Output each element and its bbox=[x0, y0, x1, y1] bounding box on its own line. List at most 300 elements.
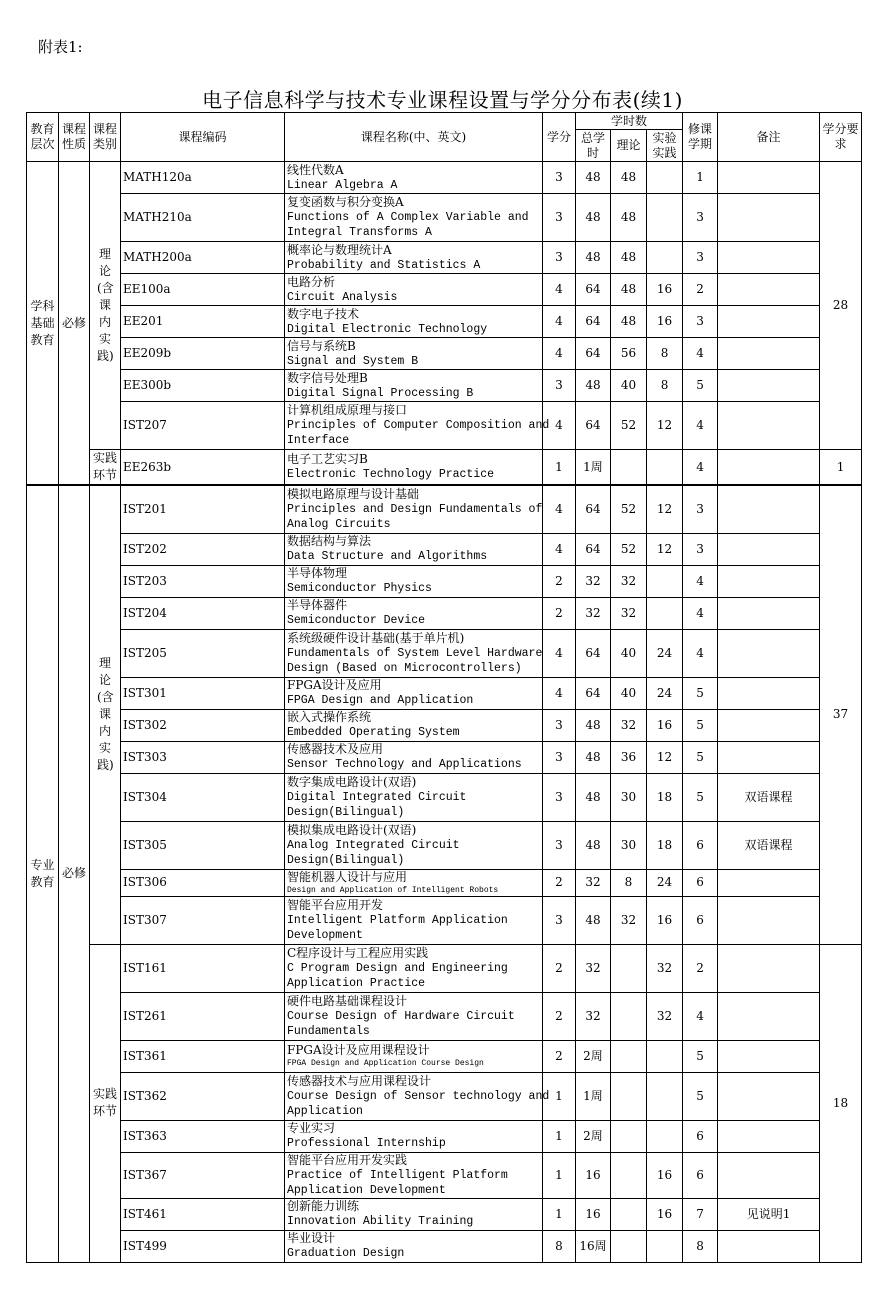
course-name-en: Linear Algebra A bbox=[287, 178, 398, 192]
course-name bbox=[285, 597, 543, 629]
header-category: 课程类别 bbox=[90, 113, 121, 162]
course-credit: 3 bbox=[543, 242, 576, 274]
course-remark bbox=[718, 565, 820, 597]
course-practice-hours bbox=[647, 597, 683, 629]
course-code: EE209b bbox=[121, 338, 285, 370]
course-theory-hours bbox=[611, 1072, 647, 1120]
course-name-en: Sensor Technology and Applications bbox=[287, 758, 522, 771]
table-row bbox=[27, 944, 862, 992]
course-practice-hours: 18 bbox=[647, 773, 683, 821]
course-name-zh: 传感器技术与应用课程设计 bbox=[287, 1073, 432, 1088]
course-name bbox=[285, 629, 543, 677]
course-code: IST205 bbox=[121, 629, 285, 677]
course-total-hours: 16 bbox=[576, 1152, 611, 1198]
group-category: 理论(含课内实践) bbox=[90, 485, 121, 944]
course-name-zh: 模拟电路原理与设计基础 bbox=[287, 486, 420, 501]
course-theory-hours: 48 bbox=[611, 162, 647, 194]
course-name-zh: 数字集成电路设计(双语) bbox=[287, 774, 417, 789]
course-name-en: Design (Based on Microcontrollers) bbox=[287, 661, 522, 675]
course-credit: 2 bbox=[543, 944, 576, 992]
course-credit: 2 bbox=[543, 869, 576, 896]
course-code: IST201 bbox=[121, 485, 285, 533]
course-total-hours: 1周 bbox=[576, 1072, 611, 1120]
course-name-en: Digital Electronic Technology bbox=[287, 322, 488, 336]
header-name: 课程名称(中、英文) bbox=[285, 113, 543, 162]
course-total-hours: 64 bbox=[576, 274, 611, 306]
course-total-hours: 32 bbox=[576, 597, 611, 629]
course-name-en: Graduation Design bbox=[287, 1247, 405, 1260]
curriculum-table bbox=[26, 112, 862, 1263]
course-credit: 3 bbox=[543, 773, 576, 821]
course-remark bbox=[718, 896, 820, 944]
course-total-hours: 64 bbox=[576, 485, 611, 533]
course-name bbox=[285, 533, 543, 565]
course-semester: 5 bbox=[683, 741, 718, 773]
course-remark bbox=[718, 741, 820, 773]
course-name bbox=[285, 370, 543, 402]
course-semester: 3 bbox=[683, 306, 718, 338]
course-name-zh: 毕业设计 bbox=[287, 1231, 336, 1245]
course-total-hours: 64 bbox=[576, 629, 611, 677]
course-code: IST303 bbox=[121, 741, 285, 773]
course-total-hours: 16周 bbox=[576, 1230, 611, 1262]
course-name bbox=[285, 741, 543, 773]
course-code: IST301 bbox=[121, 677, 285, 709]
course-code: IST363 bbox=[121, 1120, 285, 1152]
course-credit: 1 bbox=[543, 450, 576, 486]
course-theory-hours bbox=[611, 1230, 647, 1262]
course-name bbox=[285, 402, 550, 450]
course-name-en: Application Development bbox=[287, 1183, 446, 1197]
course-code: IST362 bbox=[121, 1072, 285, 1120]
course-theory-hours bbox=[611, 1120, 647, 1152]
course-name-zh: 智能平台应用开发 bbox=[287, 897, 384, 912]
course-name-en: Circuit Analysis bbox=[287, 290, 398, 304]
course-name bbox=[285, 821, 543, 869]
course-total-hours: 48 bbox=[576, 896, 611, 944]
course-remark: 双语课程 bbox=[718, 773, 820, 821]
course-name-en: Course Design of Sensor technology and bbox=[287, 1089, 550, 1103]
course-name-en: Analog Integrated Circuit bbox=[287, 838, 460, 852]
course-theory-hours: 30 bbox=[611, 773, 647, 821]
course-practice-hours: 32 bbox=[647, 944, 683, 992]
course-name-zh: C程序设计与工程应用实践 bbox=[287, 945, 429, 960]
course-remark bbox=[718, 869, 820, 896]
course-name bbox=[285, 1152, 543, 1198]
course-name-en: Application bbox=[287, 1104, 363, 1118]
header-theory: 理论 bbox=[611, 130, 647, 162]
course-remark bbox=[718, 450, 820, 486]
course-practice-hours bbox=[647, 1230, 683, 1262]
course-code: EE263b bbox=[121, 450, 285, 486]
course-credit: 4 bbox=[543, 533, 576, 565]
course-theory-hours: 52 bbox=[611, 485, 647, 533]
course-code: IST361 bbox=[121, 1040, 285, 1072]
course-semester: 4 bbox=[683, 450, 718, 486]
course-theory-hours: 52 bbox=[611, 533, 647, 565]
course-name-zh: 数字信号处理B bbox=[287, 370, 368, 385]
course-total-hours: 1周 bbox=[576, 450, 611, 486]
course-credit: 4 bbox=[543, 629, 576, 677]
table-row bbox=[27, 709, 862, 741]
course-practice-hours: 24 bbox=[647, 869, 683, 896]
course-name-en: Embedded Operating System bbox=[287, 726, 460, 739]
course-practice-hours: 8 bbox=[647, 370, 683, 402]
course-name-zh: 信号与系统B bbox=[287, 338, 356, 353]
course-remark bbox=[718, 629, 820, 677]
course-remark bbox=[718, 992, 820, 1040]
course-semester: 5 bbox=[683, 709, 718, 741]
course-practice-hours bbox=[647, 242, 683, 274]
course-name-en: Electronic Technology Practice bbox=[287, 468, 495, 481]
table-row bbox=[27, 741, 862, 773]
course-remark bbox=[718, 338, 820, 370]
course-credit: 1 bbox=[543, 1072, 576, 1120]
course-remark bbox=[718, 1152, 820, 1198]
course-name-zh: 智能机器人设计与应用 bbox=[287, 869, 408, 884]
course-credit: 3 bbox=[543, 370, 576, 402]
course-name bbox=[285, 1198, 543, 1230]
course-theory-hours bbox=[611, 1198, 647, 1230]
course-theory-hours: 48 bbox=[611, 306, 647, 338]
course-code: IST203 bbox=[121, 565, 285, 597]
course-theory-hours bbox=[611, 944, 647, 992]
credit-requirement: 1 bbox=[820, 450, 862, 486]
course-name-zh: FPGA设计及应用 bbox=[287, 678, 382, 692]
course-code: IST367 bbox=[121, 1152, 285, 1198]
course-theory-hours: 32 bbox=[611, 896, 647, 944]
course-semester: 2 bbox=[683, 274, 718, 306]
course-name bbox=[285, 450, 543, 486]
course-semester: 5 bbox=[683, 773, 718, 821]
course-semester: 3 bbox=[683, 533, 718, 565]
course-code: MATH120a bbox=[121, 162, 285, 194]
course-semester: 4 bbox=[683, 338, 718, 370]
course-remark bbox=[718, 370, 820, 402]
course-credit: 2 bbox=[543, 1040, 576, 1072]
credit-requirement: 37 bbox=[820, 485, 862, 944]
course-name-en: Design(Bilingual) bbox=[287, 853, 405, 867]
course-name bbox=[285, 992, 543, 1040]
group-category: 理论(含课内实践) bbox=[90, 162, 121, 450]
table-row bbox=[27, 677, 862, 709]
table-row bbox=[27, 773, 862, 821]
course-name-zh: 系统级硬件设计基础(基于单片机) bbox=[287, 630, 465, 645]
header-remark: 备注 bbox=[718, 113, 820, 162]
table-row bbox=[27, 869, 862, 896]
course-theory-hours bbox=[611, 1040, 647, 1072]
course-name-zh: 概率论与数理统计A bbox=[287, 242, 392, 257]
course-practice-hours bbox=[647, 194, 683, 242]
course-practice-hours: 16 bbox=[647, 306, 683, 338]
course-name-en: Development bbox=[287, 928, 363, 942]
course-credit: 4 bbox=[543, 677, 576, 709]
course-semester: 6 bbox=[683, 821, 718, 869]
course-practice-hours: 12 bbox=[647, 402, 683, 450]
table-row bbox=[27, 242, 862, 274]
course-name-zh: 专业实习 bbox=[287, 1121, 336, 1135]
appendix-note: 附表1: bbox=[38, 38, 83, 56]
course-name bbox=[285, 274, 543, 306]
course-credit: 4 bbox=[543, 402, 576, 450]
header-level: 教育层次 bbox=[27, 113, 59, 162]
course-code: IST261 bbox=[121, 992, 285, 1040]
course-practice-hours: 8 bbox=[647, 338, 683, 370]
course-name-zh: 电路分析 bbox=[287, 274, 336, 289]
course-name-zh: 传感器技术及应用 bbox=[287, 742, 384, 756]
table-row bbox=[27, 194, 862, 242]
course-name bbox=[285, 773, 543, 821]
course-total-hours: 64 bbox=[576, 306, 611, 338]
course-name-en: C Program Design and Engineering bbox=[287, 961, 508, 975]
group-category: 实践环节 bbox=[90, 450, 121, 486]
course-name-en: Design(Bilingual) bbox=[287, 805, 405, 819]
course-name-en: Data Structure and Algorithms bbox=[287, 550, 488, 563]
course-total-hours: 64 bbox=[576, 338, 611, 370]
course-name-zh: 创新能力训练 bbox=[287, 1199, 360, 1213]
credit-requirement: 18 bbox=[820, 944, 862, 1262]
table-row bbox=[27, 306, 862, 338]
course-practice-hours: 24 bbox=[647, 677, 683, 709]
course-name-zh: 嵌入式操作系统 bbox=[287, 710, 372, 724]
course-semester: 4 bbox=[683, 402, 718, 450]
course-total-hours: 48 bbox=[576, 370, 611, 402]
course-name-zh: 数据结构与算法 bbox=[287, 534, 372, 548]
course-total-hours: 48 bbox=[576, 741, 611, 773]
course-credit: 3 bbox=[543, 162, 576, 194]
credit-requirement: 28 bbox=[820, 162, 862, 450]
course-total-hours: 32 bbox=[576, 565, 611, 597]
course-name-zh: 数字电子技术 bbox=[287, 306, 360, 321]
course-remark bbox=[718, 485, 820, 533]
course-theory-hours: 56 bbox=[611, 338, 647, 370]
course-practice-hours bbox=[647, 162, 683, 194]
course-total-hours: 32 bbox=[576, 869, 611, 896]
course-total-hours: 48 bbox=[576, 773, 611, 821]
course-name-en: Fundamentals of System Level Hardware bbox=[287, 646, 543, 660]
course-credit: 3 bbox=[543, 821, 576, 869]
course-name-en: Practice of Intelligent Platform bbox=[287, 1168, 508, 1182]
course-credit: 1 bbox=[543, 1152, 576, 1198]
course-name-zh: FPGA设计及应用课程设计 bbox=[287, 1043, 430, 1057]
course-semester: 4 bbox=[683, 597, 718, 629]
course-name-en: Course Design of Hardware Circuit bbox=[287, 1009, 515, 1023]
table-row bbox=[27, 1198, 862, 1230]
course-code: IST305 bbox=[121, 821, 285, 869]
course-name-en: Innovation Ability Training bbox=[287, 1215, 474, 1228]
course-practice-hours: 16 bbox=[647, 896, 683, 944]
course-practice-hours bbox=[647, 1120, 683, 1152]
course-theory-hours: 40 bbox=[611, 370, 647, 402]
course-name bbox=[285, 709, 543, 741]
course-theory-hours bbox=[611, 450, 647, 486]
course-remark bbox=[718, 944, 820, 992]
course-name-en: Functions of A Complex Variable and bbox=[287, 211, 529, 224]
course-credit: 4 bbox=[543, 306, 576, 338]
course-theory-hours: 40 bbox=[611, 677, 647, 709]
course-semester: 6 bbox=[683, 896, 718, 944]
course-name-zh: 电子工艺实习B bbox=[287, 452, 368, 466]
table-row bbox=[27, 1152, 862, 1198]
course-remark bbox=[718, 1230, 820, 1262]
course-total-hours: 64 bbox=[576, 677, 611, 709]
course-credit: 4 bbox=[543, 338, 576, 370]
course-credit: 4 bbox=[543, 485, 576, 533]
course-semester: 1 bbox=[683, 162, 718, 194]
course-name-en: FPGA Design and Application Course Design bbox=[287, 1059, 484, 1068]
course-semester: 3 bbox=[683, 194, 718, 242]
header-credit: 学分 bbox=[543, 113, 576, 162]
course-total-hours: 16 bbox=[576, 1198, 611, 1230]
course-theory-hours: 48 bbox=[611, 242, 647, 274]
course-remark bbox=[718, 1120, 820, 1152]
course-credit: 1 bbox=[543, 1120, 576, 1152]
course-name-en: Interface bbox=[287, 434, 350, 447]
course-semester: 3 bbox=[683, 485, 718, 533]
course-credit: 3 bbox=[543, 194, 576, 242]
header-hours: 学时数 bbox=[576, 113, 683, 130]
course-name bbox=[285, 162, 543, 194]
course-code: MATH210a bbox=[121, 194, 285, 242]
header-semester: 修课学期 bbox=[683, 113, 718, 162]
course-total-hours: 64 bbox=[576, 402, 611, 450]
table-row bbox=[27, 597, 862, 629]
course-name bbox=[285, 677, 543, 709]
course-code: IST306 bbox=[121, 869, 285, 896]
course-remark: 见说明1 bbox=[718, 1198, 820, 1230]
course-practice-hours: 16 bbox=[647, 1198, 683, 1230]
course-remark bbox=[718, 194, 820, 242]
header-required: 学分要求 bbox=[820, 113, 862, 162]
course-name bbox=[285, 869, 543, 896]
course-semester: 3 bbox=[683, 242, 718, 274]
course-semester: 8 bbox=[683, 1230, 718, 1262]
course-credit: 3 bbox=[543, 896, 576, 944]
table-row bbox=[27, 821, 862, 869]
course-name-zh: 半导体物理 bbox=[287, 566, 348, 580]
course-total-hours: 48 bbox=[576, 242, 611, 274]
course-practice-hours bbox=[647, 565, 683, 597]
course-name-zh: 模拟集成电路设计(双语) bbox=[287, 822, 417, 837]
table-row bbox=[27, 450, 862, 486]
course-remark bbox=[718, 162, 820, 194]
table-row bbox=[27, 274, 862, 306]
course-code: IST207 bbox=[121, 402, 285, 450]
course-practice-hours bbox=[647, 450, 683, 486]
course-total-hours: 48 bbox=[576, 194, 611, 242]
course-code: IST461 bbox=[121, 1198, 285, 1230]
table-row bbox=[27, 565, 862, 597]
course-remark bbox=[718, 677, 820, 709]
course-name-en: Digital Signal Processing B bbox=[287, 386, 474, 400]
table-row bbox=[27, 370, 862, 402]
course-theory-hours: 36 bbox=[611, 741, 647, 773]
course-credit: 4 bbox=[543, 274, 576, 306]
course-remark bbox=[718, 709, 820, 741]
course-practice-hours: 12 bbox=[647, 533, 683, 565]
course-theory-hours bbox=[611, 992, 647, 1040]
header-code: 课程编码 bbox=[121, 113, 285, 162]
course-code: IST307 bbox=[121, 896, 285, 944]
course-remark: 双语课程 bbox=[718, 821, 820, 869]
course-total-hours: 32 bbox=[576, 992, 611, 1040]
table-row bbox=[27, 1072, 862, 1120]
course-credit: 8 bbox=[543, 1230, 576, 1262]
course-code: EE100a bbox=[121, 274, 285, 306]
course-name-en: Probability and Statistics A bbox=[287, 258, 481, 272]
course-total-hours: 48 bbox=[576, 821, 611, 869]
course-name-en: Signal and System B bbox=[287, 354, 419, 368]
table-row bbox=[27, 1120, 862, 1152]
course-name bbox=[285, 1072, 550, 1120]
course-semester: 6 bbox=[683, 1120, 718, 1152]
course-name-en: Fundamentals bbox=[287, 1024, 370, 1038]
course-remark bbox=[718, 1040, 820, 1072]
course-practice-hours: 12 bbox=[647, 741, 683, 773]
course-theory-hours bbox=[611, 1152, 647, 1198]
table-row bbox=[27, 629, 862, 677]
group-category: 实践环节 bbox=[90, 944, 121, 1262]
course-remark bbox=[718, 533, 820, 565]
course-name-zh: 半导体器件 bbox=[287, 598, 348, 612]
course-name bbox=[285, 565, 543, 597]
course-code: IST204 bbox=[121, 597, 285, 629]
course-remark bbox=[718, 1072, 820, 1120]
course-semester: 6 bbox=[683, 1152, 718, 1198]
course-semester: 2 bbox=[683, 944, 718, 992]
course-theory-hours: 40 bbox=[611, 629, 647, 677]
course-remark bbox=[718, 402, 820, 450]
course-name-en: Digital Integrated Circuit bbox=[287, 790, 467, 804]
course-name bbox=[285, 1040, 543, 1072]
course-code: MATH200a bbox=[121, 242, 285, 274]
course-name-en: FPGA Design and Application bbox=[287, 694, 474, 707]
course-credit: 2 bbox=[543, 597, 576, 629]
course-theory-hours: 48 bbox=[611, 194, 647, 242]
course-theory-hours: 8 bbox=[611, 869, 647, 896]
table-row bbox=[27, 402, 862, 450]
course-name-en: Principles of Computer Composition and bbox=[287, 419, 550, 432]
course-practice-hours: 24 bbox=[647, 629, 683, 677]
course-name-zh: 复变函数与积分变换A bbox=[287, 195, 404, 209]
course-practice-hours: 16 bbox=[647, 274, 683, 306]
course-name-zh: 硬件电路基础课程设计 bbox=[287, 993, 408, 1008]
course-name-zh: 智能平台应用开发实践 bbox=[287, 1152, 408, 1167]
course-semester: 4 bbox=[683, 565, 718, 597]
course-total-hours: 2周 bbox=[576, 1120, 611, 1152]
table-row bbox=[27, 992, 862, 1040]
course-name-en: Application Practice bbox=[287, 976, 426, 990]
group-nature: 必修 bbox=[59, 162, 90, 486]
course-name bbox=[285, 242, 543, 274]
table-row bbox=[27, 485, 862, 533]
course-total-hours: 64 bbox=[576, 533, 611, 565]
header-total: 总学时 bbox=[576, 130, 611, 162]
course-name bbox=[285, 194, 543, 242]
course-practice-hours: 12 bbox=[647, 485, 683, 533]
course-semester: 5 bbox=[683, 1040, 718, 1072]
course-name-zh: 线性代数A bbox=[287, 162, 344, 177]
course-name bbox=[285, 1230, 543, 1262]
course-name-en: Semiconductor Physics bbox=[287, 582, 432, 595]
header-nature: 课程性质 bbox=[59, 113, 90, 162]
course-practice-hours bbox=[647, 1040, 683, 1072]
course-name bbox=[285, 1120, 543, 1152]
course-name-en: Analog Circuits bbox=[287, 517, 391, 531]
course-credit: 2 bbox=[543, 565, 576, 597]
course-name bbox=[285, 485, 543, 533]
course-code: IST161 bbox=[121, 944, 285, 992]
